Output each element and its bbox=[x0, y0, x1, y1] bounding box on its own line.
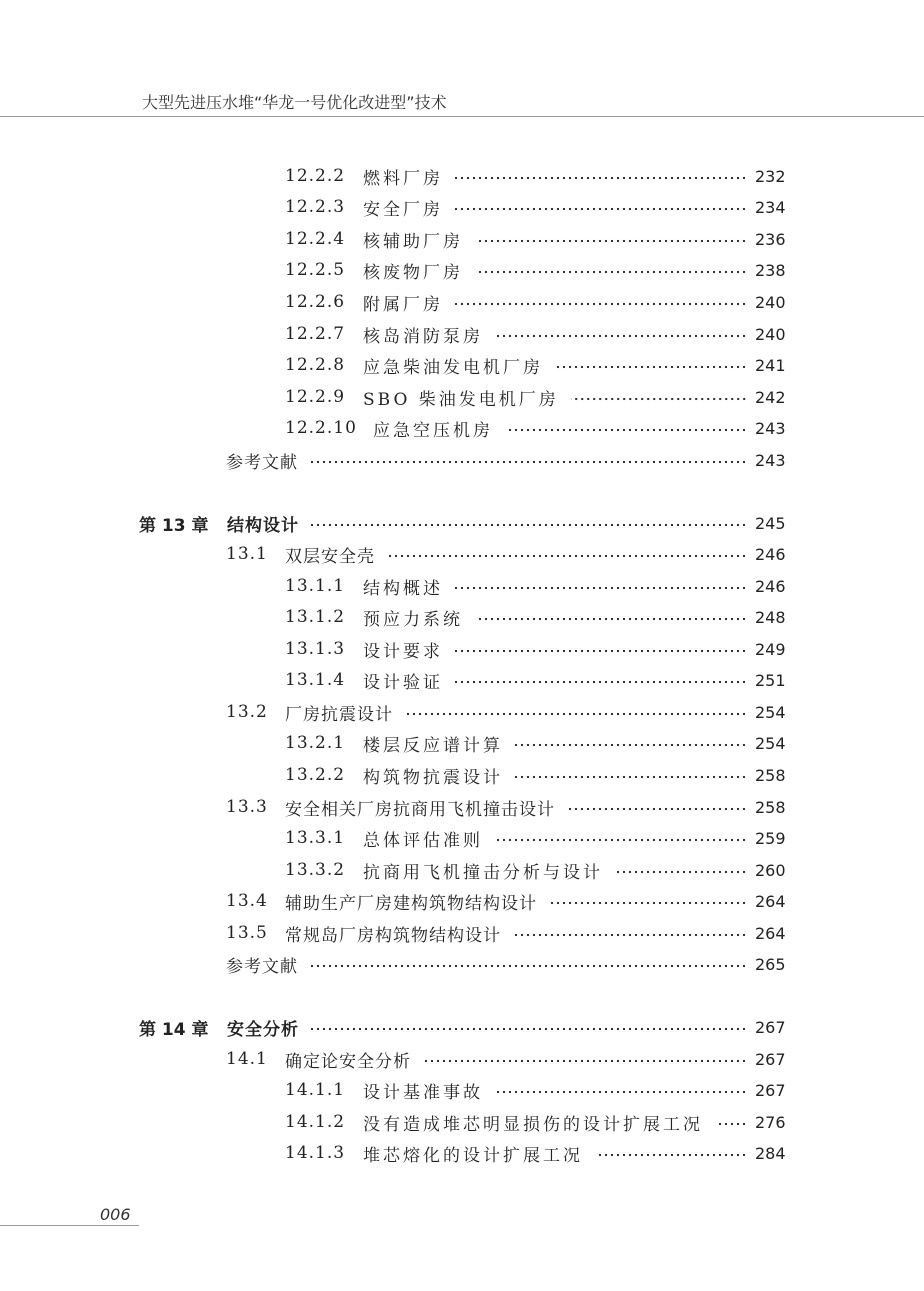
toc-number: 13.3 bbox=[226, 797, 268, 817]
toc-title: 结构设计 bbox=[227, 515, 299, 536]
leader-dots bbox=[475, 270, 747, 274]
running-title: 大型先进压水堆“华龙一号优化改进型”技术 bbox=[142, 93, 447, 112]
toc-page: 267 bbox=[755, 1049, 786, 1069]
leader-dots bbox=[495, 334, 747, 338]
leader-dots bbox=[515, 775, 747, 779]
toc-entry[interactable] bbox=[226, 699, 785, 725]
toc-title: 没有造成堆芯明显损伤的设计扩展工况 bbox=[363, 1114, 703, 1135]
leader-dots bbox=[495, 838, 747, 842]
toc-page: 254 bbox=[755, 733, 786, 753]
page-number: 006 bbox=[100, 1205, 131, 1224]
leader-dots bbox=[715, 1122, 747, 1126]
toc-entry[interactable] bbox=[285, 857, 785, 883]
leader-dots bbox=[615, 870, 747, 874]
leader-dots bbox=[567, 807, 747, 811]
toc-number: 13.3.1 bbox=[285, 828, 346, 848]
toc-number: 12.2.8 bbox=[285, 355, 346, 375]
toc-entry[interactable] bbox=[285, 825, 785, 851]
toc-page: 238 bbox=[755, 260, 786, 280]
toc-page: 240 bbox=[755, 292, 786, 312]
toc-number: 13.5 bbox=[226, 923, 268, 943]
leader-dots bbox=[310, 460, 747, 464]
toc-title: 参考文献 bbox=[226, 956, 298, 977]
toc-number: 12.2.5 bbox=[285, 260, 346, 280]
toc-entry[interactable] bbox=[285, 667, 785, 693]
toc-title: SBO 柴油发电机厂房 bbox=[363, 389, 559, 410]
leader-dots bbox=[549, 901, 747, 905]
toc-title: 结构概述 bbox=[363, 578, 443, 599]
toc-page: 251 bbox=[755, 670, 786, 690]
toc-page: 245 bbox=[755, 513, 786, 533]
toc-entry[interactable] bbox=[226, 541, 785, 567]
leader-dots bbox=[423, 1059, 747, 1063]
leader-dots bbox=[455, 302, 747, 306]
toc-page: 248 bbox=[755, 607, 786, 627]
toc-title: 核辅助厂房 bbox=[363, 231, 463, 252]
toc-entry[interactable] bbox=[226, 1046, 785, 1072]
toc-entry[interactable] bbox=[226, 888, 785, 914]
toc-number: 12.2.2 bbox=[285, 166, 346, 186]
toc-title: 辅助生产厂房建构筑物结构设计 bbox=[285, 893, 537, 914]
toc-entry[interactable] bbox=[285, 163, 785, 189]
toc-entry[interactable] bbox=[226, 920, 785, 946]
leader-dots bbox=[513, 933, 747, 937]
toc-number: 12.2.4 bbox=[285, 229, 346, 249]
toc-number: 13.1.1 bbox=[285, 576, 346, 596]
toc-title: 参考文献 bbox=[226, 452, 298, 473]
toc-page: 249 bbox=[755, 639, 786, 659]
toc-entry[interactable] bbox=[285, 1140, 785, 1166]
footer-rule bbox=[0, 1225, 139, 1226]
leader-dots bbox=[311, 523, 747, 527]
toc-page: 254 bbox=[755, 702, 786, 722]
toc-number: 13.4 bbox=[226, 891, 268, 911]
toc-number: 14.1.2 bbox=[285, 1112, 346, 1132]
toc-page: 258 bbox=[755, 797, 786, 817]
toc-page: 246 bbox=[755, 576, 786, 596]
toc-title: 设计要求 bbox=[363, 641, 443, 662]
toc-page: 265 bbox=[755, 954, 786, 974]
toc-number: 13.1.2 bbox=[285, 607, 346, 627]
toc-number: 14.1.1 bbox=[285, 1080, 346, 1100]
leader-dots bbox=[405, 712, 747, 716]
toc-title: 附属厂房 bbox=[363, 294, 443, 315]
leader-dots bbox=[310, 964, 747, 968]
toc-title: 设计基准事故 bbox=[363, 1082, 483, 1103]
toc-page: 258 bbox=[755, 765, 786, 785]
chapter-number: 第 13 章 bbox=[139, 515, 209, 536]
toc-title: 预应力系统 bbox=[363, 609, 463, 630]
toc-number: 14.1 bbox=[226, 1049, 268, 1069]
toc-page: 264 bbox=[755, 891, 786, 911]
leader-dots bbox=[505, 428, 747, 432]
toc-title: 安全相关厂房抗商用飞机撞击设计 bbox=[285, 799, 555, 820]
header-rule bbox=[0, 116, 924, 117]
leader-dots bbox=[455, 680, 747, 684]
leader-dots bbox=[475, 239, 747, 243]
toc-number: 12.2.10 bbox=[285, 418, 357, 438]
chapter-number: 第 14 章 bbox=[139, 1019, 209, 1040]
toc-page: 267 bbox=[755, 1017, 786, 1037]
leader-dots bbox=[311, 1027, 747, 1031]
toc-page: 240 bbox=[755, 324, 786, 344]
toc-entry[interactable] bbox=[285, 604, 785, 630]
toc-title: 堆芯熔化的设计扩展工况 bbox=[363, 1145, 583, 1166]
toc-entry[interactable] bbox=[285, 415, 785, 441]
leader-dots bbox=[455, 176, 747, 180]
leader-dots bbox=[571, 397, 747, 401]
leader-dots bbox=[387, 554, 747, 558]
leader-dots bbox=[475, 617, 747, 621]
toc-title: 楼层反应谱计算 bbox=[363, 735, 503, 756]
toc-page: 236 bbox=[755, 229, 786, 249]
toc-entry[interactable] bbox=[285, 289, 785, 315]
toc-page: 246 bbox=[755, 544, 786, 564]
toc-title: 应急柴油发电机厂房 bbox=[363, 357, 543, 378]
toc-number: 12.2.6 bbox=[285, 292, 346, 312]
leader-dots bbox=[455, 586, 747, 590]
toc-entry[interactable] bbox=[226, 951, 785, 977]
toc-title: 确定论安全分析 bbox=[285, 1051, 411, 1072]
toc-entry[interactable] bbox=[285, 226, 785, 252]
toc-title: 安全厂房 bbox=[363, 199, 443, 220]
toc-entry[interactable] bbox=[285, 636, 785, 662]
toc-entry[interactable] bbox=[285, 321, 785, 347]
toc-number: 13.3.2 bbox=[285, 860, 346, 880]
toc-title: 常规岛厂房构筑物结构设计 bbox=[285, 925, 501, 946]
toc-entry[interactable] bbox=[226, 794, 785, 820]
toc-page: 276 bbox=[755, 1112, 786, 1132]
toc-page: 260 bbox=[755, 860, 786, 880]
toc-title: 抗商用飞机撞击分析与设计 bbox=[363, 862, 603, 883]
toc-page: 242 bbox=[755, 387, 786, 407]
toc-title: 构筑物抗震设计 bbox=[363, 767, 503, 788]
leader-dots bbox=[555, 365, 747, 369]
toc-number: 12.2.7 bbox=[285, 324, 346, 344]
toc-page: 267 bbox=[755, 1080, 786, 1100]
toc-number: 12.2.9 bbox=[285, 387, 346, 407]
toc-entry[interactable] bbox=[285, 762, 785, 788]
toc-title: 总体评估准则 bbox=[363, 830, 483, 851]
leader-dots bbox=[455, 649, 747, 653]
toc-page: 243 bbox=[755, 418, 786, 438]
toc-title: 核岛消防泵房 bbox=[363, 326, 483, 347]
toc-title: 安全分析 bbox=[227, 1019, 299, 1040]
toc-page: 232 bbox=[755, 166, 786, 186]
toc-page: 284 bbox=[755, 1143, 786, 1163]
toc-title: 核废物厂房 bbox=[363, 262, 463, 283]
toc-entry[interactable] bbox=[285, 257, 785, 283]
toc-entry[interactable] bbox=[226, 447, 785, 473]
toc-title: 双层安全壳 bbox=[285, 546, 375, 567]
toc-title: 应急空压机房 bbox=[373, 420, 493, 441]
toc-page: 234 bbox=[755, 197, 786, 217]
toc-entry[interactable] bbox=[285, 1077, 785, 1103]
toc-number: 13.1.3 bbox=[285, 639, 346, 659]
toc-chapter[interactable] bbox=[139, 1014, 785, 1040]
toc-entry[interactable] bbox=[285, 1109, 785, 1135]
toc-title: 设计验证 bbox=[363, 672, 443, 693]
toc-entry[interactable] bbox=[285, 384, 785, 410]
toc-title: 燃料厂房 bbox=[363, 168, 443, 189]
toc-chapter[interactable] bbox=[139, 510, 785, 536]
toc-page: 243 bbox=[755, 450, 786, 470]
toc-number: 13.2 bbox=[226, 702, 268, 722]
toc-page: 259 bbox=[755, 828, 786, 848]
toc-entry[interactable] bbox=[285, 730, 785, 756]
toc-number: 13.2.1 bbox=[285, 733, 346, 753]
toc-entry[interactable] bbox=[285, 194, 785, 220]
leader-dots bbox=[515, 743, 747, 747]
toc-number: 12.2.3 bbox=[285, 197, 346, 217]
toc-number: 13.2.2 bbox=[285, 765, 346, 785]
toc-entry[interactable] bbox=[285, 573, 785, 599]
leader-dots bbox=[455, 207, 747, 211]
toc-page: 241 bbox=[755, 355, 786, 375]
toc-number: 14.1.3 bbox=[285, 1143, 346, 1163]
toc-page: 264 bbox=[755, 923, 786, 943]
leader-dots bbox=[495, 1090, 747, 1094]
toc-title: 厂房抗震设计 bbox=[285, 704, 393, 725]
toc-entry[interactable] bbox=[285, 352, 785, 378]
toc-number: 13.1 bbox=[226, 544, 268, 564]
toc-number: 13.1.4 bbox=[285, 670, 346, 690]
leader-dots bbox=[595, 1153, 747, 1157]
